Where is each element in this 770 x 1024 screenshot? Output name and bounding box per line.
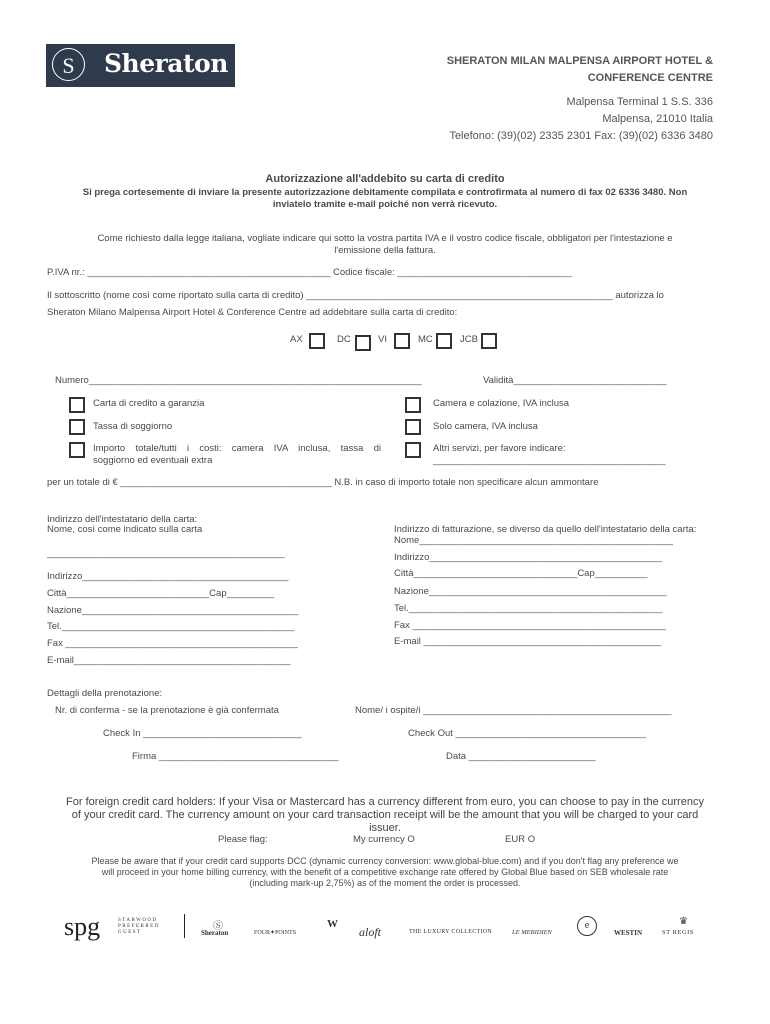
eur-option[interactable]: EUR O	[505, 834, 536, 845]
subtitle-line1: Si prega cortesemente di inviare la presente autorizzazione debitamente compilata e controfirmata al numero di fax 02 6336 3480. Non	[82, 187, 688, 198]
sheraton-brand-seal-icon: Ⓢ	[213, 921, 223, 932]
foreign-line3: issuer.	[369, 822, 401, 834]
subtitle-line2: inviatelo tramite e-mail poiché non verrà ricevuto.	[272, 199, 498, 210]
totale-line[interactable]: per un totale di € ________________________________________ N.B. in caso di importo totale non specificare alcun ammontare	[47, 477, 599, 488]
brand-le-meridien: LE MERIDIEN	[512, 929, 552, 936]
spg-logo: spg	[64, 912, 101, 941]
dcc-line3: (including mark-up 2,75%) as of the moment the order is processed.	[249, 878, 521, 888]
card-label-vi: VI	[378, 334, 387, 345]
checkbox-ax[interactable]	[309, 333, 325, 349]
holder-citta-cap[interactable]: Città___________________________Cap_________	[47, 588, 275, 599]
booking-checkin[interactable]: Check In ______________________________	[103, 728, 302, 739]
holder-heading2: Nome, così come indicato sulla carta	[47, 524, 203, 535]
checkbox-altri-servizi[interactable]	[405, 442, 421, 458]
intro-line1: Come richiesto dalla legge italiana, vogliate indicare qui sotto la vostra partita IVA e il vostro codice fiscale, obbligatori per l'intestazione e	[97, 233, 673, 244]
holder-name-field[interactable]: _____________________________________________	[47, 548, 285, 559]
holder-nazione[interactable]: Nazione_________________________________________	[47, 605, 299, 616]
holder-indirizzo[interactable]: Indirizzo_______________________________________	[47, 571, 289, 582]
booking-checkout[interactable]: Check Out ____________________________________	[408, 728, 646, 739]
brand-luxury-collection: THE LUXURY COLLECTION	[409, 929, 493, 935]
phone-fax: Telefono: (39)(02) 2335 2301 Fax: (39)(02) 6336 3480	[449, 130, 713, 142]
sheraton-seal-icon: S	[52, 48, 85, 81]
dcc-line1: Please be aware that if your credit card supports DCC (dynamic currency conversion: www.global-blue.com) and if you don't flag any preference we	[91, 856, 679, 866]
piva-codice-fiscale[interactable]: P.IVA nr.: ______________________________________________ Codice fiscale: _________________________________	[47, 267, 572, 278]
altri-servizi-field[interactable]: ____________________________________________	[433, 455, 666, 466]
foreign-line2: of your credit card. The currency amount on your card transaction receipt will be the amount that you will be charged to your card	[71, 809, 699, 821]
billing-nome[interactable]: Nome________________________________________________	[394, 535, 673, 546]
sheraton-logo	[46, 44, 235, 87]
checkbox-garanzia[interactable]	[69, 397, 85, 413]
card-expiry-field[interactable]: Validità_____________________________	[483, 375, 667, 386]
brand-divider	[184, 914, 185, 938]
please-flag-label: Please flag:	[218, 834, 268, 845]
booking-ospite[interactable]: Nome/ i ospite/i _______________________________________________	[355, 705, 672, 716]
billing-heading: Indirizzo di fatturazione, se diverso da quello dell'intestatario della carta:	[394, 524, 697, 535]
card-label-mc: MC	[418, 334, 433, 345]
billing-indirizzo[interactable]: Indirizzo____________________________________________	[394, 552, 662, 563]
signature-field[interactable]: Firma __________________________________	[132, 751, 339, 762]
holder-tel[interactable]: Tel.____________________________________________	[47, 621, 295, 632]
checkbox-jcb[interactable]	[481, 333, 497, 349]
billing-citta-cap[interactable]: Città_______________________________Cap__________	[394, 568, 648, 579]
option-importo-line2: soggiorno ed eventuali extra	[93, 455, 213, 466]
checkbox-dc[interactable]	[355, 335, 371, 351]
holder-fax[interactable]: Fax ____________________________________________	[47, 638, 298, 649]
spg-sub-line1: STARWOOD	[118, 918, 158, 923]
billing-tel[interactable]: Tel.________________________________________________	[394, 603, 663, 614]
booking-conferma[interactable]: Nr. di conferma - se la prenotazione è già confermata	[55, 705, 279, 716]
form-title: Autorizzazione all'addebito su carta di credito	[265, 173, 505, 185]
card-label-ax: AX	[290, 334, 303, 345]
logo-wordmark: Sheraton	[104, 49, 228, 78]
checkbox-camera-colazione[interactable]	[405, 397, 421, 413]
billing-fax[interactable]: Fax ________________________________________________	[394, 620, 667, 631]
sottoscritto-line[interactable]: Il sottoscritto (nome così come riportato sulla carta di credito) __________________________________________________________ autorizza lo	[47, 290, 664, 301]
checkbox-vi[interactable]	[394, 333, 410, 349]
foreign-line1: For foreign credit card holders: If your Visa or Mastercard has a currency different from euro, you can choose to pay in the currency	[66, 796, 704, 808]
intro-line2: l'emissione della fattura.	[334, 245, 436, 256]
st-regis-crest-icon: ♛	[679, 916, 688, 927]
card-label-dc: DC	[337, 334, 351, 345]
billing-email[interactable]: E-mail _____________________________________________	[394, 636, 662, 647]
option-solo-camera: Solo camera, IVA inclusa	[433, 421, 538, 432]
brand-w: W	[327, 918, 338, 930]
hotel-name-line1: SHERATON MILAN MALPENSA AIRPORT HOTEL &	[446, 55, 713, 67]
option-camera-colazione: Camera e colazione, IVA inclusa	[433, 398, 570, 409]
brand-sheraton: Sheraton	[201, 929, 229, 937]
brand-aloft: aloft	[359, 925, 382, 939]
holder-email[interactable]: E-mail_________________________________________	[47, 655, 291, 666]
billing-nazione[interactable]: Nazione_____________________________________________	[394, 586, 667, 597]
checkbox-solo-camera[interactable]	[405, 419, 421, 435]
booking-heading: Dettagli della prenotazione:	[47, 688, 163, 699]
checkbox-mc[interactable]	[436, 333, 452, 349]
card-label-jcb: JCB	[460, 334, 478, 345]
hotel-name-line2: CONFERENCE CENTRE	[587, 72, 713, 84]
spg-sub-line2: PREFERRED	[118, 924, 160, 929]
address-line2: Malpensa, 21010 Italia	[602, 113, 713, 125]
option-tassa: Tassa di soggiorno	[93, 421, 173, 432]
card-number-field[interactable]: Numero_______________________________________________________________	[55, 375, 422, 386]
option-garanzia: Carta di credito a garanzia	[93, 398, 205, 409]
option-importo-line1: Importo totale/tutti i costi: camera IVA inclusa, tassa di	[93, 443, 381, 454]
authorization-line: Sheraton Milano Malpensa Airport Hotel & Conference Centre ad addebitare sulla carta di credito:	[47, 307, 458, 318]
brand-st-regis: ST REGIS	[662, 929, 694, 936]
brand-fourpoints: FOUR✦POINTS	[254, 930, 297, 936]
brand-westin: WESTIN	[614, 929, 643, 937]
dcc-line2: will proceed in your home billing currency, with the benefit of a competitive exchange rate offered by Global Blue based on SEB wholesale rate	[101, 867, 669, 877]
holder-heading1: Indirizzo dell'intestatario della carta:	[47, 514, 198, 525]
my-currency-option[interactable]: My currency O	[353, 834, 415, 845]
option-altri-servizi: Altri servizi, per favore indicare:	[433, 443, 566, 454]
checkbox-tassa[interactable]	[69, 419, 85, 435]
address-line1: Malpensa Terminal 1 S.S. 336	[566, 96, 713, 108]
date-field[interactable]: Data ________________________	[446, 751, 596, 762]
element-brand-icon: e	[577, 916, 597, 936]
checkbox-importo-totale[interactable]	[69, 442, 85, 458]
spg-subtitle	[118, 918, 160, 936]
spg-sub-line3: GUEST	[118, 930, 142, 935]
